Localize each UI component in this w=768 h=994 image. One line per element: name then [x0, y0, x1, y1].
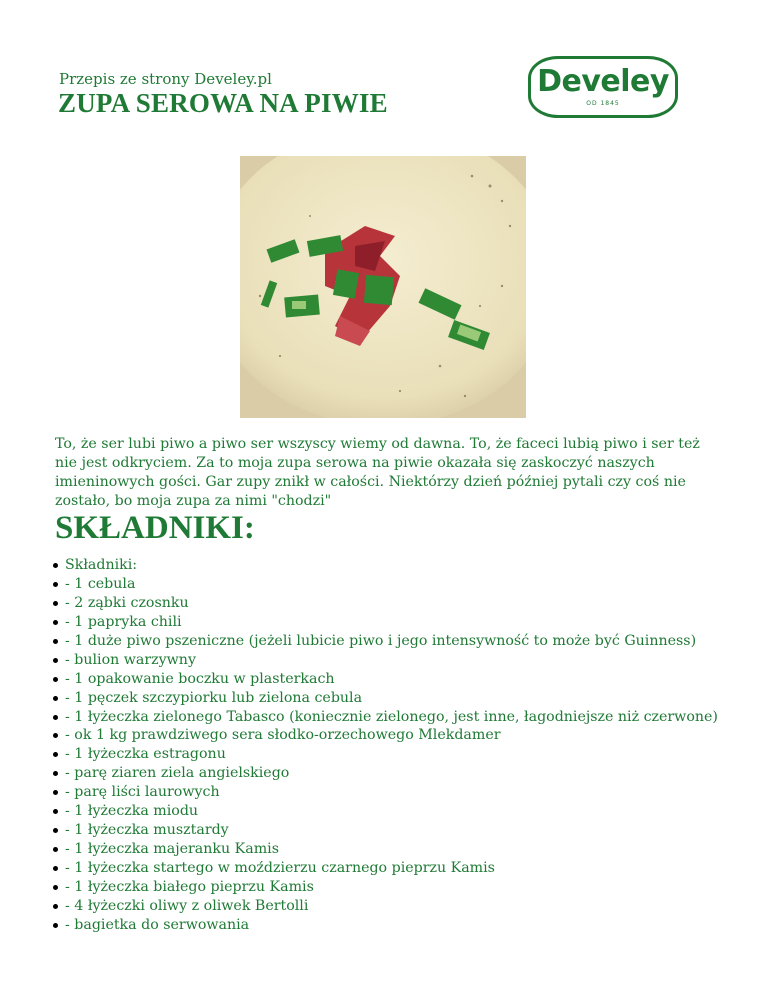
list-item-text: - 1 łyżeczka musztardy — [65, 822, 229, 839]
list-item-text: - parę ziaren ziela angielskiego — [65, 765, 290, 782]
list-item — [40, 878, 760, 897]
list-item-text: - 1 łyżeczka estragonu — [65, 746, 226, 763]
list-item-text: - 1 papryka chili — [65, 613, 182, 630]
ingredients-list — [40, 556, 760, 935]
bullet-icon — [53, 601, 58, 606]
bullet-icon — [53, 904, 58, 909]
list-item — [40, 802, 760, 821]
bullet-icon — [53, 771, 58, 776]
bullet-icon — [53, 696, 58, 701]
soup-photo-illustration — [240, 156, 526, 418]
bullet-icon — [53, 828, 58, 833]
list-item-text: - bagietka do serwowania — [65, 916, 250, 933]
bullet-icon — [53, 582, 58, 587]
bullet-icon — [53, 715, 58, 720]
bullet-icon — [53, 885, 58, 890]
list-item-text: - 1 łyżeczka majeranku Kamis — [65, 841, 279, 858]
list-item — [40, 556, 760, 575]
list-item-text: - parę liści laurowych — [65, 784, 220, 801]
bullet-icon — [53, 658, 58, 663]
bullet-icon — [53, 752, 58, 757]
list-item — [40, 840, 760, 859]
bullet-icon — [53, 866, 58, 871]
list-item-text: - 1 duże piwo pszeniczne (jeżeli lubicie piwo i jego intensywność to może być Guinness) — [65, 632, 697, 649]
list-item — [40, 594, 760, 613]
list-item — [40, 708, 760, 727]
list-item — [40, 916, 760, 935]
soup-photo — [240, 156, 526, 418]
list-item-text: - 2 ząbki czosnku — [65, 594, 189, 611]
bullet-icon — [53, 563, 58, 568]
list-item — [40, 689, 760, 708]
bullet-icon — [53, 809, 58, 814]
list-item-text: - ok 1 kg prawdziwego sera słodko-orzechowego Mlekdamer — [65, 727, 501, 744]
bullet-icon — [53, 620, 58, 625]
bullet-icon — [53, 790, 58, 795]
list-item — [40, 651, 760, 670]
list-item-text: - 1 łyżeczka miodu — [65, 803, 199, 820]
logo-since: OD 1845 — [586, 100, 620, 107]
list-item-text: - 4 łyżeczki oliwy z oliwek Bertolli — [65, 897, 309, 914]
list-item — [40, 670, 760, 689]
list-item — [40, 632, 760, 651]
page-title: ZUPA SEROWA NA PIWIE — [58, 88, 388, 118]
ingredients-heading: SKŁADNIKI: — [55, 510, 255, 546]
bullet-icon — [53, 639, 58, 644]
list-item-text: - 1 łyżeczka zielonego Tabasco (koniecznie zielonego, jest inne, łagodniejsze niż czerwone) — [65, 708, 718, 725]
list-item — [40, 859, 760, 878]
list-item — [40, 897, 760, 916]
list-item-text: - bulion warzywny — [65, 651, 196, 668]
list-item-text: Składniki: — [65, 557, 138, 573]
list-item-text: - 1 opakowanie boczku w plasterkach — [65, 670, 335, 687]
bullet-icon — [53, 733, 58, 738]
bullet-icon — [53, 923, 58, 928]
list-item — [40, 745, 760, 764]
bullet-icon — [53, 677, 58, 682]
bullet-icon — [53, 847, 58, 852]
list-item-text: - 1 łyżeczka startego w moździerzu czarnego pieprzu Kamis — [65, 860, 495, 876]
list-item — [40, 726, 760, 745]
list-item — [40, 613, 760, 632]
develey-logo — [528, 56, 678, 118]
list-item-text: - 1 łyżeczka białego pieprzu Kamis — [65, 878, 314, 895]
list-item — [40, 575, 760, 594]
list-item — [40, 764, 760, 783]
list-item-text: - 1 cebula — [65, 575, 136, 592]
logo-wordmark: Develey — [537, 64, 669, 99]
list-item-text: - 1 pęczek szczypiorku lub zielona cebula — [65, 689, 363, 706]
source-line: Przepis ze strony Develey.pl — [59, 70, 272, 88]
list-item — [40, 821, 760, 840]
intro-text: To, że ser lubi piwo a piwo ser wszyscy wiemy od dawna. To, że faceci lubią piwo i ser też nie jest odkryciem. Za to moja zupa serowa na piwie okazała się zaskoczyć naszych imieninowych gości. Gar zupy znikł w całości. Niektórzy dzień później pytali czy coś nie zostało, bo moja zupa za nimi "chodzi" — [55, 436, 700, 509]
list-item — [40, 783, 760, 802]
